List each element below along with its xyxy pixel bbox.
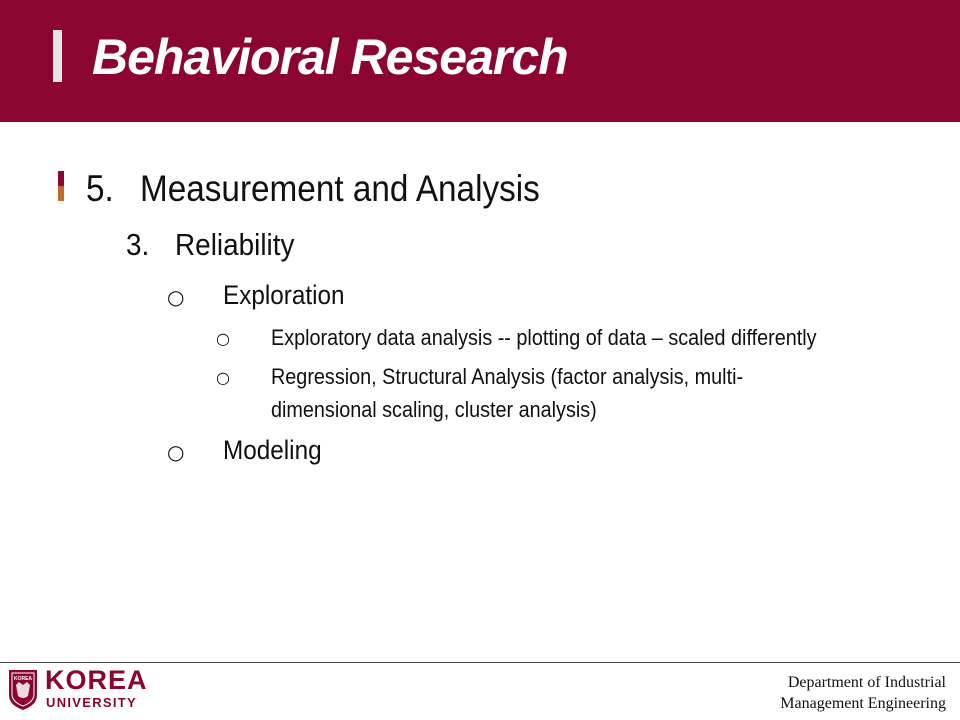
- department-name: [780, 672, 946, 714]
- subsection-number: 3.: [126, 227, 150, 262]
- circle-bullet-icon: ○: [216, 368, 230, 387]
- circle-bullet-icon: ○: [167, 440, 185, 464]
- subsection-heading: [126, 227, 294, 263]
- department-line: Management Engineering: [780, 695, 946, 712]
- department-line: Department of Industrial: [787, 674, 946, 691]
- circle-bullet-icon: ○: [216, 329, 230, 348]
- list-subitem: Regression, Structural Analysis (factor analysis, multi-dimensional scaling, cluster analysis): [271, 364, 744, 422]
- section-bullet-marker: [58, 171, 64, 201]
- footer-divider: [0, 662, 960, 663]
- subsection-title: Reliability: [175, 227, 295, 262]
- logo-wordmark: KOREA: [45, 665, 148, 695]
- circle-bullet-icon: ○: [167, 285, 185, 309]
- section-title: Measurement and Analysis: [140, 168, 540, 209]
- list-subitem: Exploratory data analysis -- plotting of data – scaled differently: [271, 325, 817, 350]
- university-crest-icon: [8, 669, 38, 711]
- list-item: Modeling: [223, 435, 322, 465]
- section-number: 5.: [86, 168, 114, 209]
- title-banner: [0, 0, 960, 122]
- section-heading: [86, 168, 540, 210]
- slide-title: Behavioral Research: [92, 29, 568, 85]
- svg-text:KOREA: KOREA: [13, 676, 33, 682]
- logo-subword: UNIVERSITY: [46, 695, 138, 710]
- list-item: Exploration: [223, 280, 345, 310]
- title-accent-bar: [53, 30, 62, 82]
